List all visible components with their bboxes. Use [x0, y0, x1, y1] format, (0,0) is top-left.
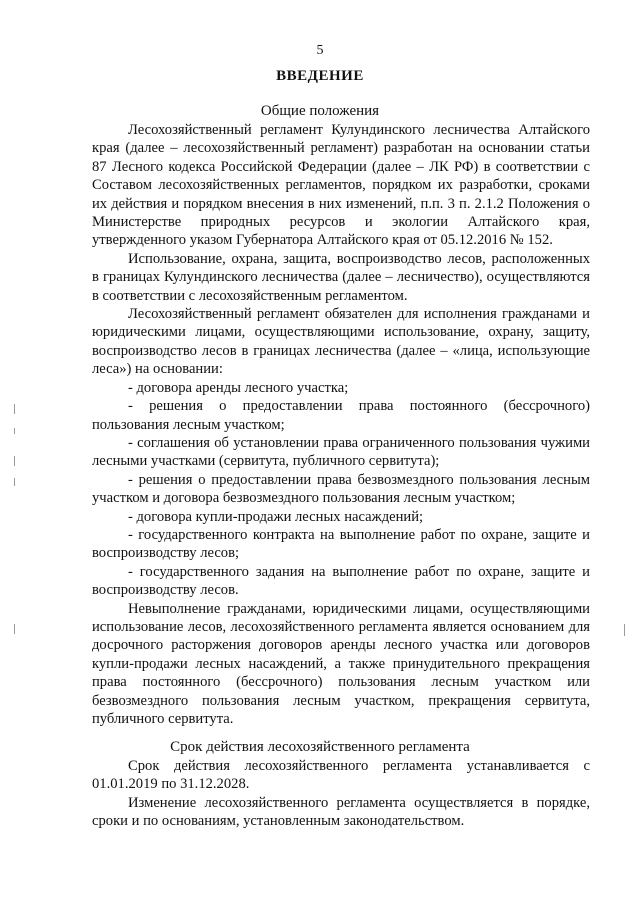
scan-mark — [14, 428, 15, 434]
section-title-general: Общие положения — [260, 103, 380, 119]
page-heading: ВВЕДЕНИЕ — [276, 68, 364, 84]
list-item: - решения о предоставлении права безвозмездного пользования лесным участком и договора безвозмездного пользования лесным участком; — [92, 471, 590, 507]
section-body-term — [92, 757, 590, 831]
list-item: - государственного задания на выполнение работ по охране, защите и воспроизводству лесов. — [92, 563, 590, 599]
scan-mark — [14, 478, 15, 486]
list-item: - решения о предоставлении права постоянного (бессрочного) пользования лесным участком; — [92, 398, 590, 433]
list-item: - договора купли-продажи лесных насаждений; — [128, 508, 424, 525]
paragraph: Использование, охрана, защита, воспроизводство лесов, расположенных в границах Кулундинского лесничества (далее – лесничество), осуществляются в соответствии с лесохозяйственным регламентом. — [92, 250, 590, 304]
paragraph: Невыполнение гражданами, юридическими лицами, осуществляющими использование лесов, лесохозяйственного регламента является основанием для досрочного расторжения договоров аренды лесного участка или договоров купли-продажи лесных насаждений, а также принудительного прекращения права постоянного (бессрочного) пользования лесным участком или безвозмездного пользования лесным участком, прекращения сервитута, публичного сервитута. — [92, 600, 590, 727]
list-item: - договора аренды лесного участка; — [128, 379, 349, 396]
scan-mark — [14, 624, 15, 634]
scan-mark — [624, 624, 625, 636]
section-body-general — [92, 121, 590, 728]
section-title-term: Срок действия лесохозяйственного регламента — [170, 739, 470, 755]
paragraph: Лесохозяйственный регламент Кулундинского лесничества Алтайского края (далее – лесохозяйственный регламент) разработан на основании статьи 87 Лесного кодекса Российской Федерации (далее – ЛК РФ) в соответствии с Составом лесохозяйственных регламентов, порядком их разработки, сроками их действия и порядком внесения в них изменений, п.п. 3 п. 2.1.2 Положения о Министерстве природных ресурсов и экологии Алтайского края, утвержденного указом Губернатора Алтайского края от 05.12.2016 № 152. — [92, 122, 590, 249]
list-item: - соглашения об установлении права ограниченного пользования чужими лесными участками (сервитута, публичного сервитута); — [92, 434, 590, 470]
scan-mark — [14, 404, 15, 414]
paragraph: Изменение лесохозяйственного регламента осуществляется в порядке, сроки и по основаниям, установленным законодательством. — [92, 794, 590, 830]
paragraph: Лесохозяйственный регламент обязателен для исполнения гражданами и юридическими лицами, осуществляющими использование, охрану, защиту, воспроизводство лесов в границах лесничества (далее – «лица, использующие леса») на основании: — [92, 306, 590, 378]
scan-mark — [14, 456, 15, 466]
list-item: - государственного контракта на выполнение работ по охране, защите и воспроизводству лесов; — [92, 526, 590, 562]
page-number: 5 — [316, 43, 324, 58]
paragraph: Срок действия лесохозяйственного регламента устанавливается с 01.01.2019 по 31.12.2028. — [92, 758, 590, 793]
